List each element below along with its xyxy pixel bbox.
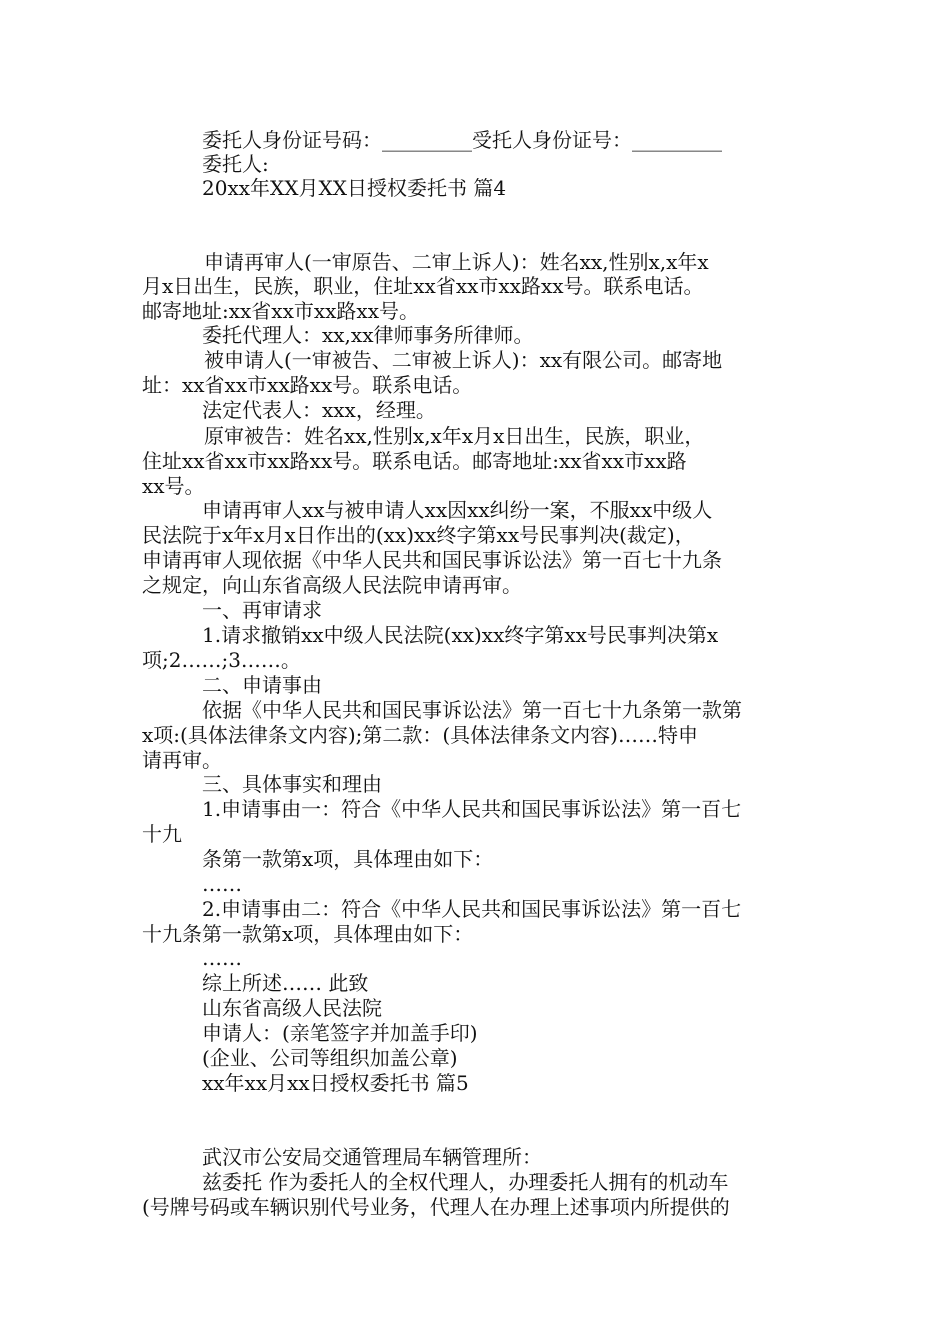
paragraph-line: 被申请人(一审被告、二审被上诉人)：xx有限公司。邮寄地 <box>204 348 723 372</box>
paragraph-line: 请再审。 <box>142 748 222 772</box>
heading-retrial-request: 一、再审请求 <box>202 598 322 622</box>
paragraph-line: 申请再审人(一审原告、二审上诉人)：姓名xx,性别x,x年x <box>204 250 709 274</box>
paragraph-line: 依据《中华人民共和国民事诉讼法》第一百七十九条第一款第 <box>202 698 742 722</box>
line-principal-id-numbers: 委托人身份证号码：_________受托人身份证号：_________ <box>202 128 722 152</box>
section-heading-5: xx年xx月xx日授权委托书 篇5 <box>202 1071 469 1095</box>
applicant-signature-line: 申请人：(亲笔签字并加盖手印) <box>202 1021 478 1045</box>
paragraph-line: 项;2……;3……。 <box>142 648 301 672</box>
paragraph-line: xx号。 <box>142 474 205 498</box>
paragraph-line: 条第一款第x项，具体理由如下： <box>202 847 494 871</box>
paragraph-line: 月x日出生，民族，职业，住址xx省xx市xx路xx号。联系电话。 <box>142 274 704 298</box>
line-principal: 委托人: <box>202 152 269 176</box>
paragraph-line: 民法院于x年x月x日作出的(xx)xx终字第xx号民事判决(裁定)， <box>142 523 695 547</box>
paragraph-line: 1.申请事由一：符合《中华人民共和国民事诉讼法》第一百七 <box>202 797 742 821</box>
ellipsis-line: …… <box>202 946 242 970</box>
paragraph-line: 原审被告：姓名xx,性别x,x年x月x日出生，民族，职业， <box>204 424 705 448</box>
closing-line: 综上所述…… 此致 <box>202 971 369 995</box>
court-name: 山东省高级人民法院 <box>202 996 382 1020</box>
section-heading-4: 20xx年XX月XX日授权委托书 篇4 <box>202 176 507 200</box>
paragraph-line: 十九 <box>142 822 182 846</box>
heading-application-grounds: 二、申请事由 <box>202 673 322 697</box>
paragraph-line: 法定代表人：xxx，经理。 <box>202 398 436 422</box>
paragraph-line: 1.请求撤销xx中级人民法院(xx)xx终字第xx号民事判决第x <box>202 623 719 647</box>
paragraph-line: 申请再审人现依据《中华人民共和国民事诉讼法》第一百七十九条 <box>142 548 722 572</box>
paragraph-line: 邮寄地址:xx省xx市xx路xx号。 <box>142 299 419 323</box>
paragraph-line: 兹委托 作为委托人的全权代理人，办理委托人拥有的机动车 <box>202 1170 729 1194</box>
paragraph-line: 之规定，向山东省高级人民法院申请再审。 <box>142 573 522 597</box>
addressee-line: 武汉市公安局交通管理局车辆管理所： <box>202 1145 542 1169</box>
heading-facts-and-reasons: 三、具体事实和理由 <box>202 772 382 796</box>
paragraph-line: 住址xx省xx市xx路xx号。联系电话。邮寄地址:xx省xx市xx路 <box>142 449 687 473</box>
paragraph-line: 申请再审人xx与被申请人xx因xx纠纷一案，不服xx中级人 <box>202 498 713 522</box>
paragraph-line: 址：xx省xx市xx路xx号。联系电话。 <box>142 373 473 397</box>
paragraph-line: (号牌号码或车辆识别代号业务，代理人在办理上述事项内所提供的 <box>142 1195 730 1219</box>
paragraph-line: x项:(具体法律条文内容);第二款：(具体法律条文内容)……特申 <box>142 723 698 747</box>
paragraph-line: 十九条第一款第x项，具体理由如下： <box>142 922 474 946</box>
ellipsis-line: …… <box>202 872 242 896</box>
company-seal-line: (企业、公司等组织加盖公章) <box>202 1046 458 1070</box>
paragraph-line: 2.申请事由二：符合《中华人民共和国民事诉讼法》第一百七 <box>202 897 742 921</box>
paragraph-line: 委托代理人：xx,xx律师事务所律师。 <box>202 323 534 347</box>
